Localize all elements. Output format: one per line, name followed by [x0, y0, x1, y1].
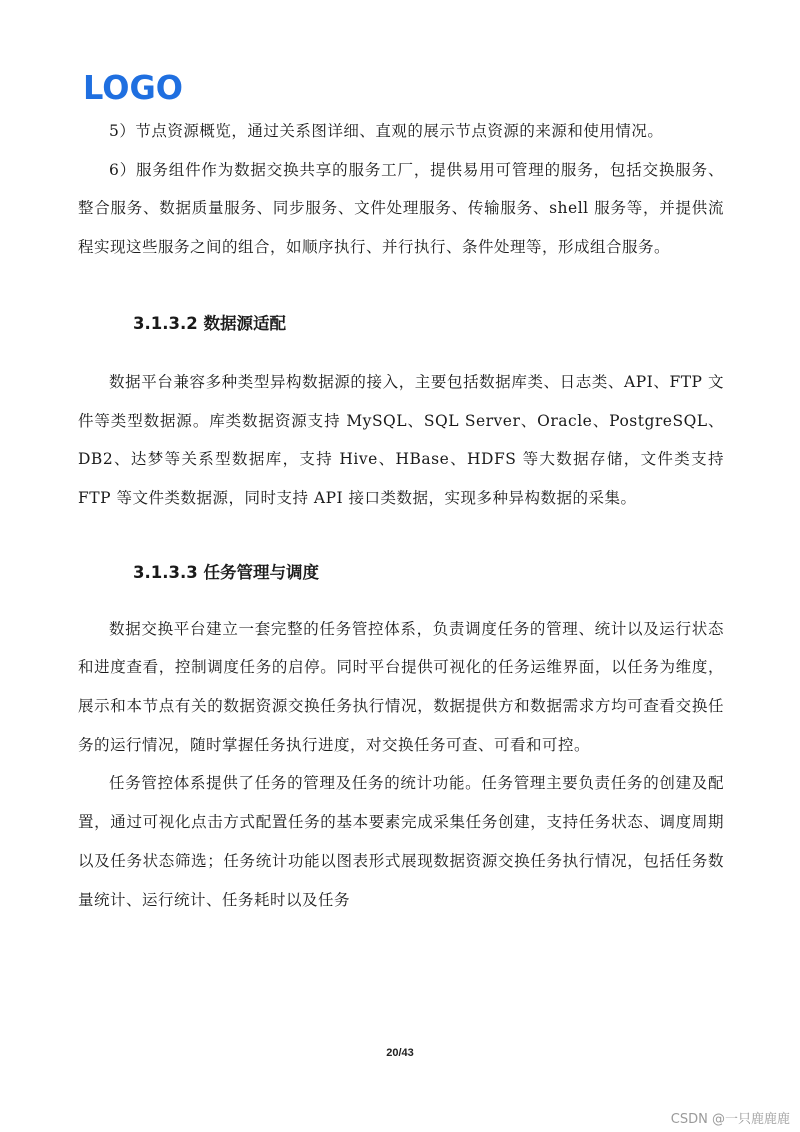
- heading-task-management: 3.1.3.3 任务管理与调度: [133, 562, 319, 582]
- paragraph-task-control-system: 数据交换平台建立一套完整的任务管控体系，负责调度任务的管理、统计以及运行状态和进度查看，控制调度任务的启停。同时平台提供可视化的任务运维界面，以任务为维度，展示和本节点有关的数据资源交换任务执行情况，数据提供方和数据需求方均可查看交换任务的运行情况，随时掌握任务执行进度，对交换任务可查、可看和可控。: [78, 619, 724, 754]
- paragraph-data-source-adaptation: 数据平台兼容多种类型异构数据源的接入，主要包括数据库类、日志类、API、FTP 文件等类型数据源。库类数据资源支持 MySQL、SQL Server、Oracle、PostgreSQL、DB2、达梦等关系型数据库，支持 Hive、HBase、HDFS 等大数据存储，文件类支持 FTP 等文件类数据源，同时支持 API 接口类数据，实现多种异构数据的采集。: [78, 372, 724, 507]
- page-number: 20/43: [386, 1047, 414, 1059]
- paragraph-task-statistics: 任务管控体系提供了任务的管理及任务的统计功能。任务管理主要负责任务的创建及配置，通过可视化点击方式配置任务的基本要素完成采集任务创建，支持任务状态、调度周期以及任务状态筛选；任务统计功能以图表形式展现数据资源交换任务执行情况，包括任务数量统计、运行统计、任务耗时以及任务: [78, 774, 724, 909]
- logo-text: LOGO: [83, 71, 183, 103]
- paragraph-service-components: 6）服务组件作为数据交换共享的服务工厂，提供易用可管理的服务，包括交换服务、整合服务、数据质量服务、同步服务、文件处理服务、传输服务、shell 服务等，并提供流程实现这些服务之间的组合，如顺序执行、并行执行、条件处理等，形成组合服务。: [78, 160, 724, 257]
- document-body: [78, 112, 724, 919]
- paragraph-node-resource-overview: 5）节点资源概览，通过关系图详细、直观的展示节点资源的来源和使用情况。: [109, 122, 664, 140]
- watermark: CSDN @一只鹿鹿鹿: [670, 1112, 790, 1127]
- logo-image: [83, 71, 187, 103]
- heading-data-source-adaptation: 3.1.3.2 数据源适配: [133, 313, 286, 333]
